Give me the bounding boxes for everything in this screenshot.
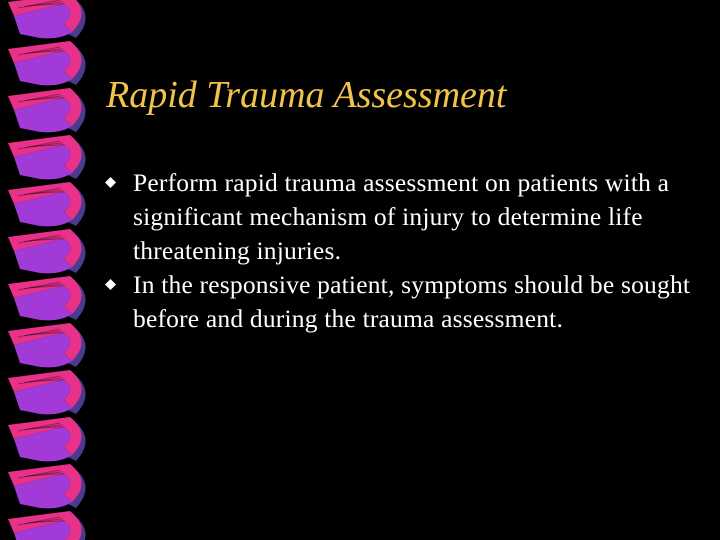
- ribbon-segment: [8, 135, 86, 179]
- diamond-bullet-icon: [105, 177, 116, 188]
- bullet-list: [133, 166, 713, 336]
- ribbon-segment: [8, 511, 86, 540]
- bullet-item: [133, 268, 713, 336]
- ribbon-segment: [8, 276, 86, 320]
- bullet-text: Perform rapid trauma assessment on patients with a significant mechanism of injury to determine life threatening injuries.: [133, 168, 670, 265]
- ribbon-segment: [8, 182, 86, 226]
- ribbon-segment: [8, 229, 86, 273]
- ribbon-segment: [8, 323, 86, 367]
- bullet-item: [133, 166, 713, 268]
- ribbon-segment: [8, 417, 86, 461]
- decorative-ribbon-border: [0, 0, 100, 540]
- ribbon-segment: [8, 88, 86, 132]
- ribbon-segment: [8, 41, 86, 85]
- diamond-bullet-icon: [105, 279, 116, 290]
- slide-title: Rapid Trauma Assessment: [106, 74, 507, 116]
- bullet-text: In the responsive patient, symptoms should be sought before and during the trauma assessment.: [133, 270, 691, 333]
- ribbon-segment: [8, 0, 86, 38]
- ribbon-segment: [8, 370, 86, 414]
- ribbon-segment: [8, 464, 86, 508]
